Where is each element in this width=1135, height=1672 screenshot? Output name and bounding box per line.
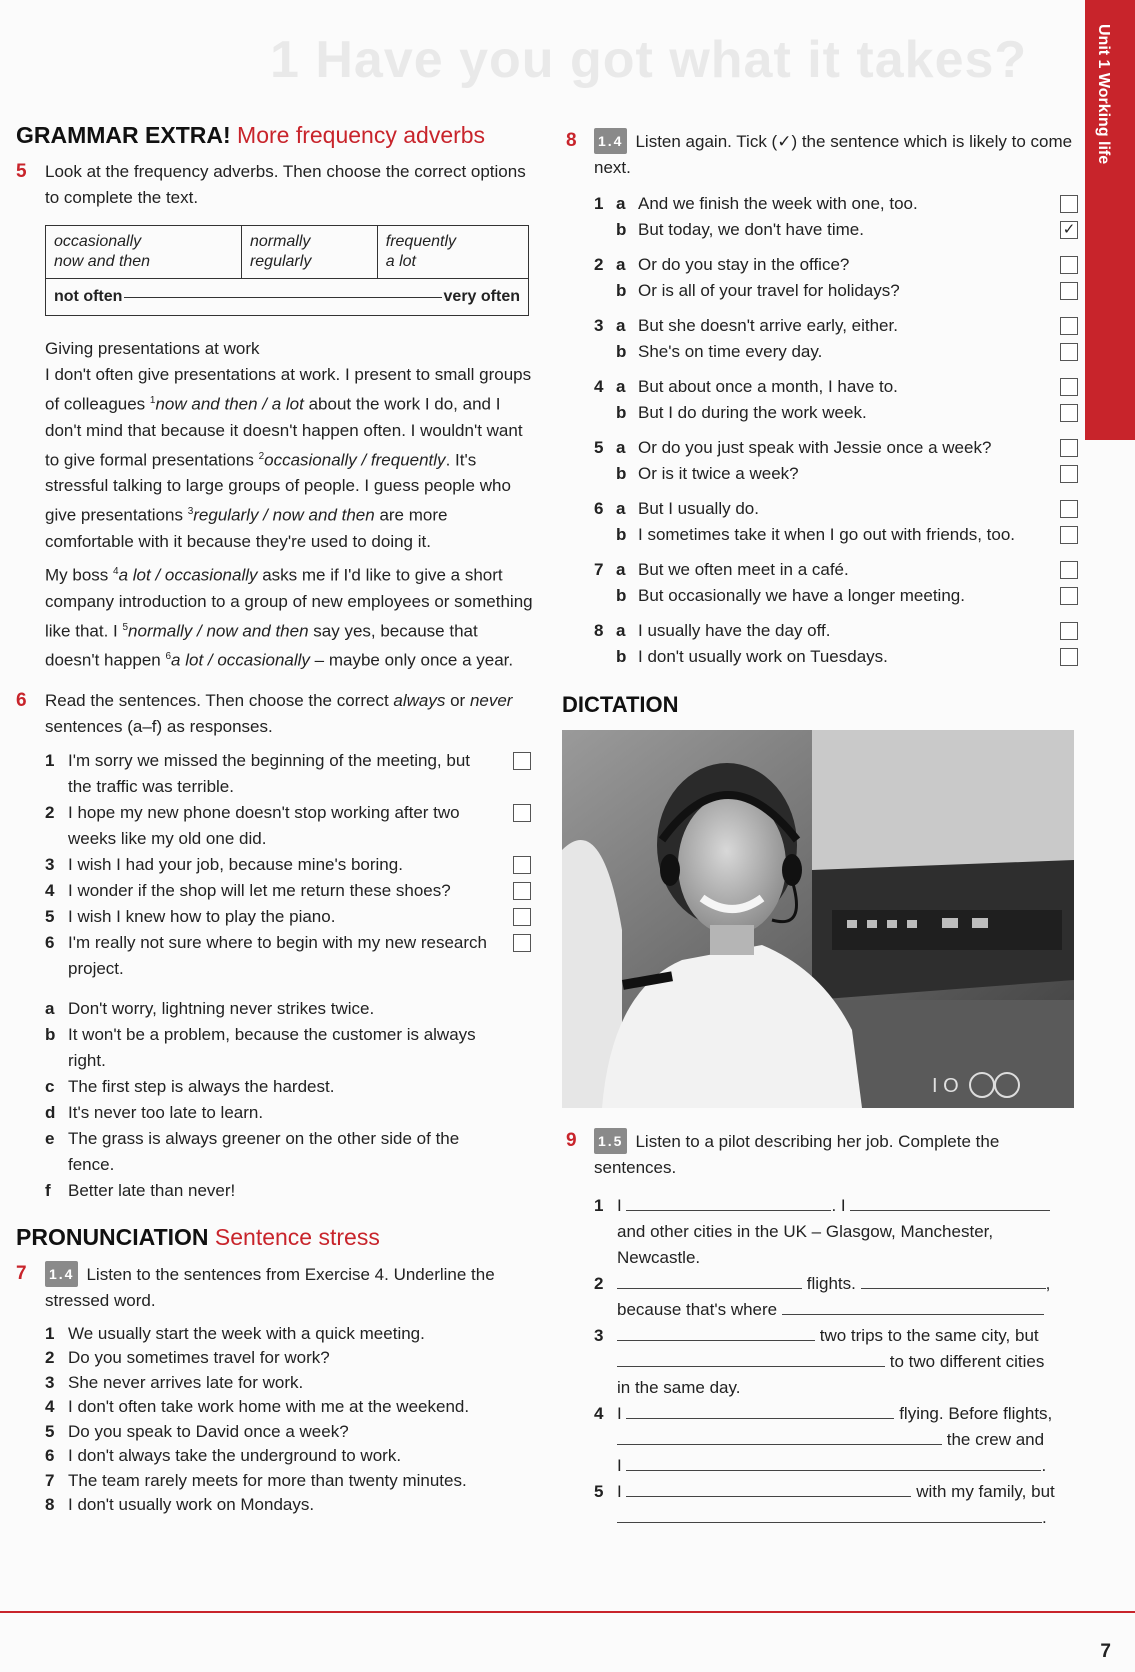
exercise-5-instructions: Look at the frequency adverbs. Then choose the correct options to complete the text. [45,162,526,207]
list-item: e The grass is always greener on the other side of the fence. [45,1128,460,1174]
list-item: 3 She never arrives late for work. [45,1372,304,1392]
blank-line[interactable] [626,1195,831,1211]
reading-paragraph-2: My boss $^4$a lot / occasionally asks me if I'd like to give a short company introduction to a group of new employees or something like that. I $^5$normally / now and then say yes, because that doesn't happen $^6$a lot / occasionally – maybe only once a year. [45,565,533,670]
audio-track-icon[interactable]: 1.4 [45,1261,78,1287]
answer-checkbox[interactable] [513,856,531,874]
list-item: 6 I'm really not sure where to begin with my new research project. [45,930,531,982]
dictation-item: 5 I with my family, but . [594,1482,1055,1527]
reading-text [45,336,536,674]
reading-paragraph-1: I don't often give presentations at work. I present to small groups of colleagues $^1$now and then / a lot about the work I do, and I don't mind that because it doesn't happen often. I wouldn't want to give formal presentations $^2$occasionally / frequently. It's stressful talking to large groups of people. I guess people who give presentations $^3$regularly / now and then are more comfortable with it because they're used to doing it. [45,365,532,551]
list-item: 2 I hope my new phone doesn't stop working after two weeks like my old one did. [45,800,531,852]
tick-box[interactable] [1060,378,1078,396]
exercise-9-number: 9 [566,1130,577,1151]
footer-divider [0,1611,1135,1613]
answer-checkbox[interactable] [513,934,531,952]
question-item: 3 a But she doesn't arrive early, either. b She's on time every day. [594,313,1078,365]
gap-option-1[interactable]: now and then / a lot [155,394,304,414]
dictation-item: 3 two trips to the same city, but to two different cities in the same day. [594,1326,1045,1397]
exercise-6-number: 6 [16,689,27,711]
list-item: 4 I wonder if the shop will let me return these shoes? [45,878,531,904]
question-item: 5 a Or do you just speak with Jessie once a week? b Or is it twice a week? [594,435,1078,487]
blank-line[interactable] [617,1507,1042,1523]
tick-box[interactable] [1060,587,1078,605]
adverb-cell: normally regularly [241,226,377,279]
list-item: 5 I wish I knew how to play the piano. [45,904,531,930]
pronunciation-heading [16,1224,536,1251]
list-item: 2 Do you sometimes travel for work? [45,1348,330,1368]
list-item: 4 I don't often take work home with me at the weekend. [45,1397,470,1417]
unit-side-tab [1085,0,1135,440]
exercise-6-responses [45,996,531,1204]
audio-track-icon[interactable]: 1.4 [594,128,627,154]
gap-option-3[interactable]: regularly / now and then [193,505,375,525]
ghost-unit-title: 1 Have you got what it takes? [270,31,1028,89]
answer-checkbox[interactable] [513,804,531,822]
blank-line[interactable] [626,1481,911,1497]
blank-line[interactable] [850,1195,1050,1211]
exercise-5 [16,159,536,211]
frequency-adverbs-table [45,225,529,316]
left-column [16,122,536,1518]
question-item: 2 a Or do you stay in the office? b Or is all of your travel for holidays? [594,252,1078,304]
gap-option-2[interactable]: occasionally / frequently [264,450,446,470]
adverb-cell: occasionally now and then [46,226,242,279]
tick-box[interactable] [1060,317,1078,335]
scale-arrow-line [124,297,441,298]
exercise-8-number: 8 [566,130,577,151]
exercise-6-instructions: Read the sentences. Then choose the correct always or never sentences (a–f) as responses. [45,690,513,736]
dictation-item: 1 I . I and other cities in the UK – Glasgow, Manchester, Newcastle. [594,1193,1080,1271]
list-item: f Better late than never! [45,1180,236,1200]
dictation-heading: DICTATION [562,692,679,717]
tick-box[interactable] [1060,404,1078,422]
grammar-extra-title: GRAMMAR EXTRA! [16,122,231,148]
list-item: d It's never too late to learn. [45,1102,264,1122]
exercise-7-instructions: Listen to the sentences from Exercise 4. Underline the stressed word. [45,1264,495,1310]
tick-box-checked[interactable]: ✓ [1060,221,1078,239]
answer-checkbox[interactable] [513,882,531,900]
list-item: a Don't worry, lightning never strikes twice. [45,998,375,1018]
exercise-7-sentences [45,1322,531,1518]
blank-line[interactable] [626,1403,894,1419]
exercise-8 [562,128,1082,181]
blank-line[interactable] [782,1299,1044,1315]
list-item: 6 I don't always take the underground to work. [45,1446,402,1466]
exercise-8-items [594,191,1078,670]
list-item: 5 Do you speak to David once a week? [45,1421,349,1441]
blank-line[interactable] [617,1273,802,1289]
exercise-6-sentences [45,748,531,982]
exercise-9 [562,1128,1082,1181]
tick-box[interactable] [1060,195,1078,213]
blank-line[interactable] [617,1351,885,1367]
exercise-7-number: 7 [16,1262,27,1284]
frequency-scale [46,279,529,316]
tick-box[interactable] [1060,500,1078,518]
blank-line[interactable] [617,1325,815,1341]
gap-option-5[interactable]: normally / now and then [128,621,309,641]
reading-text-title: Giving presentations at work [45,339,260,358]
tick-box[interactable] [1060,343,1078,361]
question-item: 4 a But about once a month, I have to. b But I do during the work week. [594,374,1078,426]
list-item: 1 I'm sorry we missed the beginning of the meeting, but the traffic was terrible. [45,748,531,800]
list-item: 1 We usually start the week with a quick meeting. [45,1323,425,1343]
list-item: 3 I wish I had your job, because mine's boring. [45,852,531,878]
blank-line[interactable] [617,1429,942,1445]
grammar-extra-subtitle: More frequency adverbs [237,122,486,148]
exercise-6 [16,688,536,740]
right-column [562,128,1082,1531]
grammar-extra-heading [16,122,536,149]
question-item: 6 a But I usually do. b I sometimes take it when I go out with friends, too. [594,496,1078,548]
list-item: b It won't be a problem, because the customer is always right. [45,1024,476,1070]
question-item: 7 a But we often meet in a café. b But occasionally we have a longer meeting. [594,557,1078,609]
tick-box[interactable] [1060,561,1078,579]
svg-text:I O: I O [932,1075,959,1097]
scale-right-label: very often [443,288,520,305]
gap-option-6[interactable]: a lot / occasionally [171,650,310,670]
list-item: 8 I don't usually work on Mondays. [45,1495,315,1515]
question-item: 1 a And we finish the week with one, too. b But today, we don't have time. ✓ [594,191,1078,243]
question-item: 8 a I usually have the day off. b I don't usually work on Tuesdays. [594,618,1078,670]
tick-box[interactable] [1060,439,1078,457]
dictation-item: 2 flights. , because that's where [594,1274,1051,1319]
tick-box[interactable] [1060,465,1078,483]
exercise-5-number: 5 [16,161,27,182]
blank-line[interactable] [861,1273,1046,1289]
tick-box[interactable] [1060,282,1078,300]
audio-track-icon[interactable]: 1.5 [594,1128,627,1154]
pronunciation-subtitle: Sentence stress [214,1223,380,1250]
list-item: c The first step is always the hardest. [45,1076,335,1096]
page-number: 7 [1100,1641,1111,1662]
tick-box[interactable] [1060,256,1078,274]
exercise-9-items [594,1193,1080,1531]
list-item: 7 The team rarely meets for more than twenty minutes. [45,1470,467,1490]
scale-left-label: not often [54,288,123,305]
exercise-9-instructions: Listen to a pilot describing her job. Complete the sentences. [594,1132,1000,1177]
exercise-8-instructions: Listen again. Tick (✓) the sentence which is likely to come next. [594,132,1073,177]
answer-checkbox[interactable] [513,752,531,770]
gap-option-4[interactable]: a lot / occasionally [118,565,258,585]
tick-box[interactable] [1060,526,1078,544]
exercise-7 [16,1261,536,1314]
answer-checkbox[interactable] [513,908,531,926]
tick-box[interactable] [1060,648,1078,666]
pilot-photo [562,730,1074,1108]
pronunciation-title: PRONUNCIATION [16,1223,209,1250]
unit-side-tab-label: Unit 1 Working life [1095,24,1112,165]
tick-box[interactable] [1060,622,1078,640]
dictation-item: 4 I flying. Before flights, the crew and I . [594,1404,1053,1475]
adverb-cell: frequently a lot [377,226,528,279]
blank-line[interactable] [626,1455,1041,1471]
